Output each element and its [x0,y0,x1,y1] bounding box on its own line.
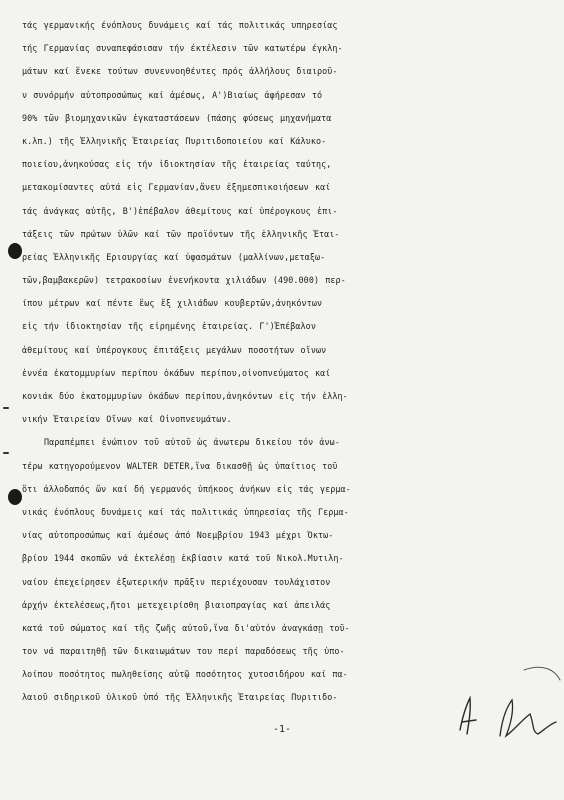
text-line: τάς γερμανικής ένόπλους δυνάμεις καί τάς πολιτικάς υπηρεσίας [22,20,338,30]
text-line: νίας αὐτοπροσώπως καί ἀμέσως ἀπό Νοεμβρίου 1943 μέχρι Ὀκτω- [22,530,334,541]
text-line: κατά τοῦ σώματος καί τῆς ζωῆς αὐτοῦ,ἵνα δι'αὐτόν ἀναγκάσῃ τοῦ- [22,622,350,633]
typewritten-text [22,14,552,710]
punch-hole-mark [8,489,22,505]
text-line: ἐννέα ἑκατομμυρίων περίπου ὀκάδων περίπου,οἰνοπνεύματος καί [22,367,331,378]
text-line: ρείας Ἑλληνικῆς Εριουργίας καί ὑφασμάτων (μαλλίνων,μεταξω- [22,251,326,262]
text-line: νικήν Ἑταιρείαν Οἴνων καί Οἰνοπνευμάτων. [22,414,232,425]
text-line: ἀρχήν ἐκτελέσεως,ἤτοι μετεχειρίσθη βιαιοπραγίας καί ἀπειλάς [22,599,331,610]
text-line: ίπου μέτρων καί πέντε ἕως ἕξ χιλιάδων κουβερτῶν,ἀνηκόντων [22,298,323,309]
text-line: βρίου 1944 σκοπῶν νά ἐκτελέσῃ ἐκβίασιν κατά τοῦ Νικολ.Μυτιλη- [22,553,344,564]
text-line: λοίπου ποσότητος πωληθείσης αὐτῷ ποσότητος χυτοσιδήρου καί πα- [22,669,348,680]
text-line: ναίου ἐπεχείρησεν ἐξωτερικήν πρᾶξιν περιέχουσαν τουλάχιστον [22,576,331,587]
text-line: εἰς τήν ἰδιοκτησίαν τῆς εἰρημένης ἑταιρείας. Γ')Ἐπέβαλον [22,321,316,332]
text-line: τάξεις τῶν πρώτων ὑλῶν καί τῶν προϊόντων τῆς ἑλληνικῆς Ἑται- [22,228,340,239]
text-line: νικάς ἐνόπλους δυνάμεις καί τάς πολιτικάς ὑπηρεσίας τῆς Γερμα- [22,506,349,517]
text-line: Παραπέμπει ἐνώπιον τοῦ αὐτοῦ ὡς ἀνωτερω δικείου τόν ἀνω- [44,437,340,448]
text-line: κ.λπ.) τῆς Ἑλληνικῆς Ἑταιρείας Πυριτιδοποιείου καί Κάλυκο- [22,135,327,146]
text-line: τέρω κατηγορούμενον WALTER DETER,ἵνα δικασθῇ ὡς ὑπαίτιος τοῦ [22,460,338,471]
handwritten-signature [440,650,564,760]
text-line: κονιάκ δύο ἑκατομμυρίων ὀκάδων περίπου,ἀνηκόντων εἰς τήν ἑλλη- [22,391,348,401]
text-line: μετακομίσαντες αὐτά εἰς Γερμανίαν,ἄνευ ἐξημεσπικοιήσεων καί [22,182,331,193]
text-line: ν συνόρμήν αὐτοπροσώπως καί ἀμέσως, Α')Βιαίως ἀφήρεσαν τό [22,89,323,100]
text-line: τάς ἀνάγκας αὐτῆς, Β')ἐπέβαλον ἀθεμίτους καί ὑπέρογκους ἐπι- [22,205,338,216]
text-line: ὅτι ἀλλοδαπός ὤν καί δή γερμανός ὑπήκοος ἀνήκων εἰς τάς γερμα- [22,483,351,494]
text-line: 90% τῶν βιομηχανικῶν ἐγκαταστάσεων (πάσης φύσεως μηχανήματα [22,112,332,123]
text-line: τής Γερμανίας συναπεφάσισαν τήν έκτέλεσιν τῶν κατωτέρω έγκλη- [22,43,343,54]
text-line: ἀθεμίτους καί ὑπέρογκους ἐπιτάξεις μεγάλων ποσοτήτων οἴνων [22,344,327,355]
page-number: -1- [272,724,292,735]
margin-mark [3,407,9,409]
margin-mark [3,452,9,454]
punch-hole-mark [8,243,22,259]
text-line: μάτων καί ἕνεκε τούτων συνεννοηθέντες πρός ἀλλήλους διαιροῦ- [22,66,338,77]
text-line: τῶν,βαμβακερῶν) τετρακοσίων ἐνενήκοντα χιλιάδων (490.000) περ- [22,275,346,286]
text-line: λαιοῦ σιδηρικοῦ ὑλικοῦ ὑπό τῆς Ἑλληνικῆς Ἑταιρείας Πυριτιδο- [22,692,338,703]
text-line: ποιείου,ἀνηκούσας εἰς τήν ἰδιοκτησίαν τῆς ἑταιρείας ταύτης, [22,159,332,170]
text-line: τον νά παραιτηθῇ τῶν δικαιωμάτων του περί παραδόσεως τῆς ὑπο- [22,646,345,657]
